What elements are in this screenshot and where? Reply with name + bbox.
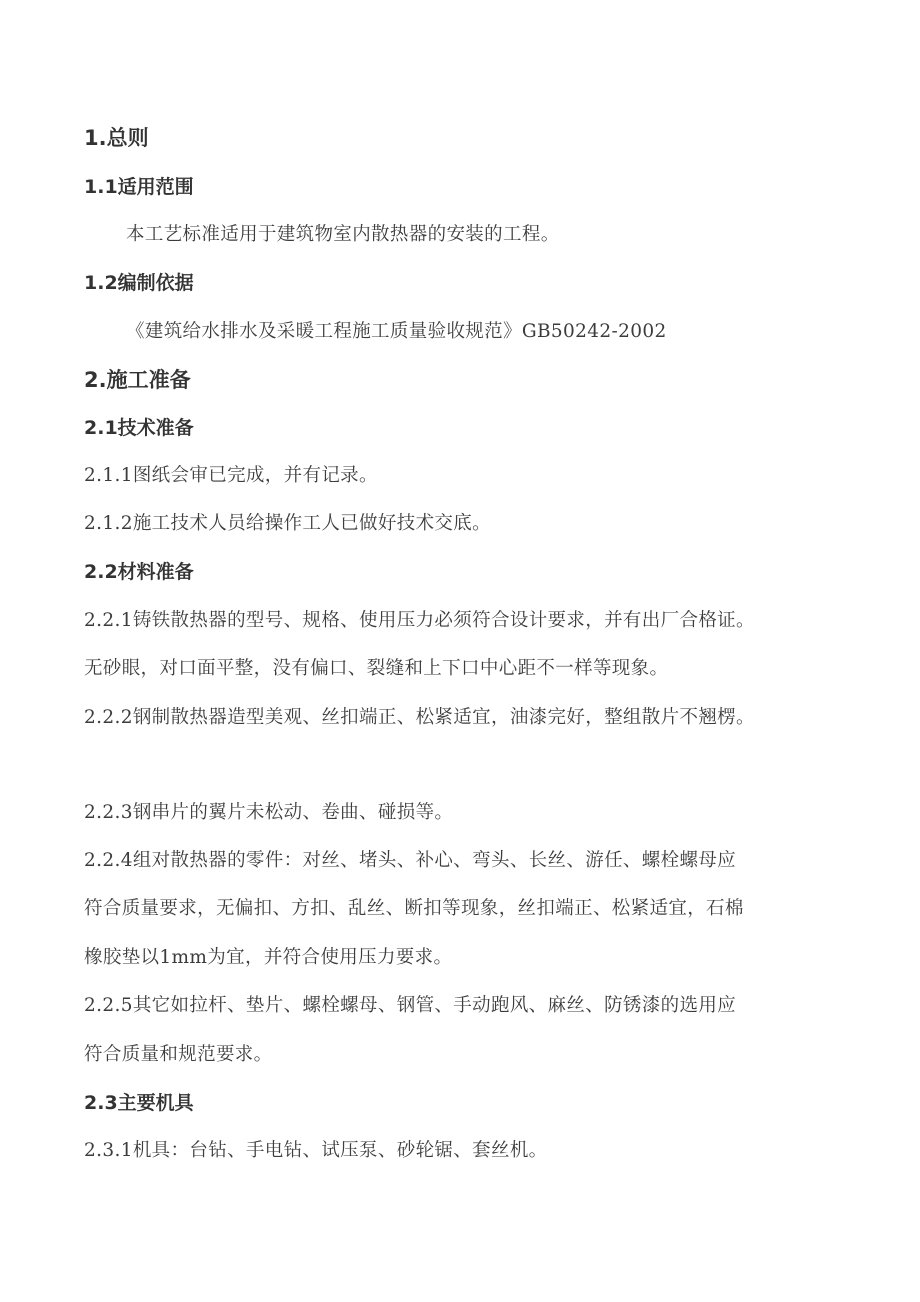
paragraph-basis: 《建筑给水排水及采暖工程施工质量验收规范》GB50242-2002 [126, 321, 667, 342]
paragraph-2-2-5-cont: 符合质量和规范要求。 [84, 1044, 273, 1065]
paragraph-2-2-2: 2.2.2钢制散热器造型美观、丝扣端正、松紧适宜，油漆完好，整组散片不翘楞。 [84, 707, 755, 728]
paragraph-2-2-3: 2.2.3钢串片的翼片未松动、卷曲、碰损等。 [84, 802, 454, 823]
subsection-heading-1-2: 1.2编制依据 [84, 272, 194, 294]
paragraph-2-1-2: 2.1.2施工技术人员给操作工人已做好技术交底。 [84, 513, 491, 534]
paragraph-2-2-4-cont1: 符合质量要求，无偏扣、方扣、乱丝、断扣等现象，丝扣端正、松紧适宜，石棉 [84, 898, 744, 919]
paragraph-scope: 本工艺标准适用于建筑物室内散热器的安装的工程。 [126, 224, 560, 245]
subsection-heading-2-3: 2.3主要机具 [84, 1092, 194, 1114]
paragraph-2-2-4: 2.2.4组对散热器的零件：对丝、堵头、补心、弯头、长丝、游任、螺栓螺母应 [84, 850, 737, 871]
subsection-heading-1-1: 1.1适用范围 [84, 176, 194, 198]
paragraph-2-3-1: 2.3.1机具：台钻、手电钻、试压泵、砂轮锯、套丝机。 [84, 1140, 548, 1161]
section-heading-1: 1.总则 [84, 126, 149, 150]
section-heading-2: 2.施工准备 [84, 368, 191, 392]
subsection-heading-2-2: 2.2材料准备 [84, 561, 194, 583]
paragraph-2-2-1: 2.2.1铸铁散热器的型号、规格、使用压力必须符合设计要求，并有出厂合格证。 [84, 610, 755, 631]
paragraph-2-2-4-cont2: 橡胶垫以1mm为宜，并符合使用压力要求。 [84, 947, 453, 968]
paragraph-2-2-1-cont: 无砂眼，对口面平整，没有偏口、裂缝和上下口中心距不一样等现象。 [84, 658, 669, 679]
paragraph-2-1-1: 2.1.1图纸会审已完成，并有记录。 [84, 465, 378, 486]
subsection-heading-2-1: 2.1技术准备 [84, 417, 194, 439]
paragraph-2-2-5: 2.2.5其它如拉杆、垫片、螺栓螺母、钢管、手动跑风、麻丝、防锈漆的选用应 [84, 995, 737, 1016]
